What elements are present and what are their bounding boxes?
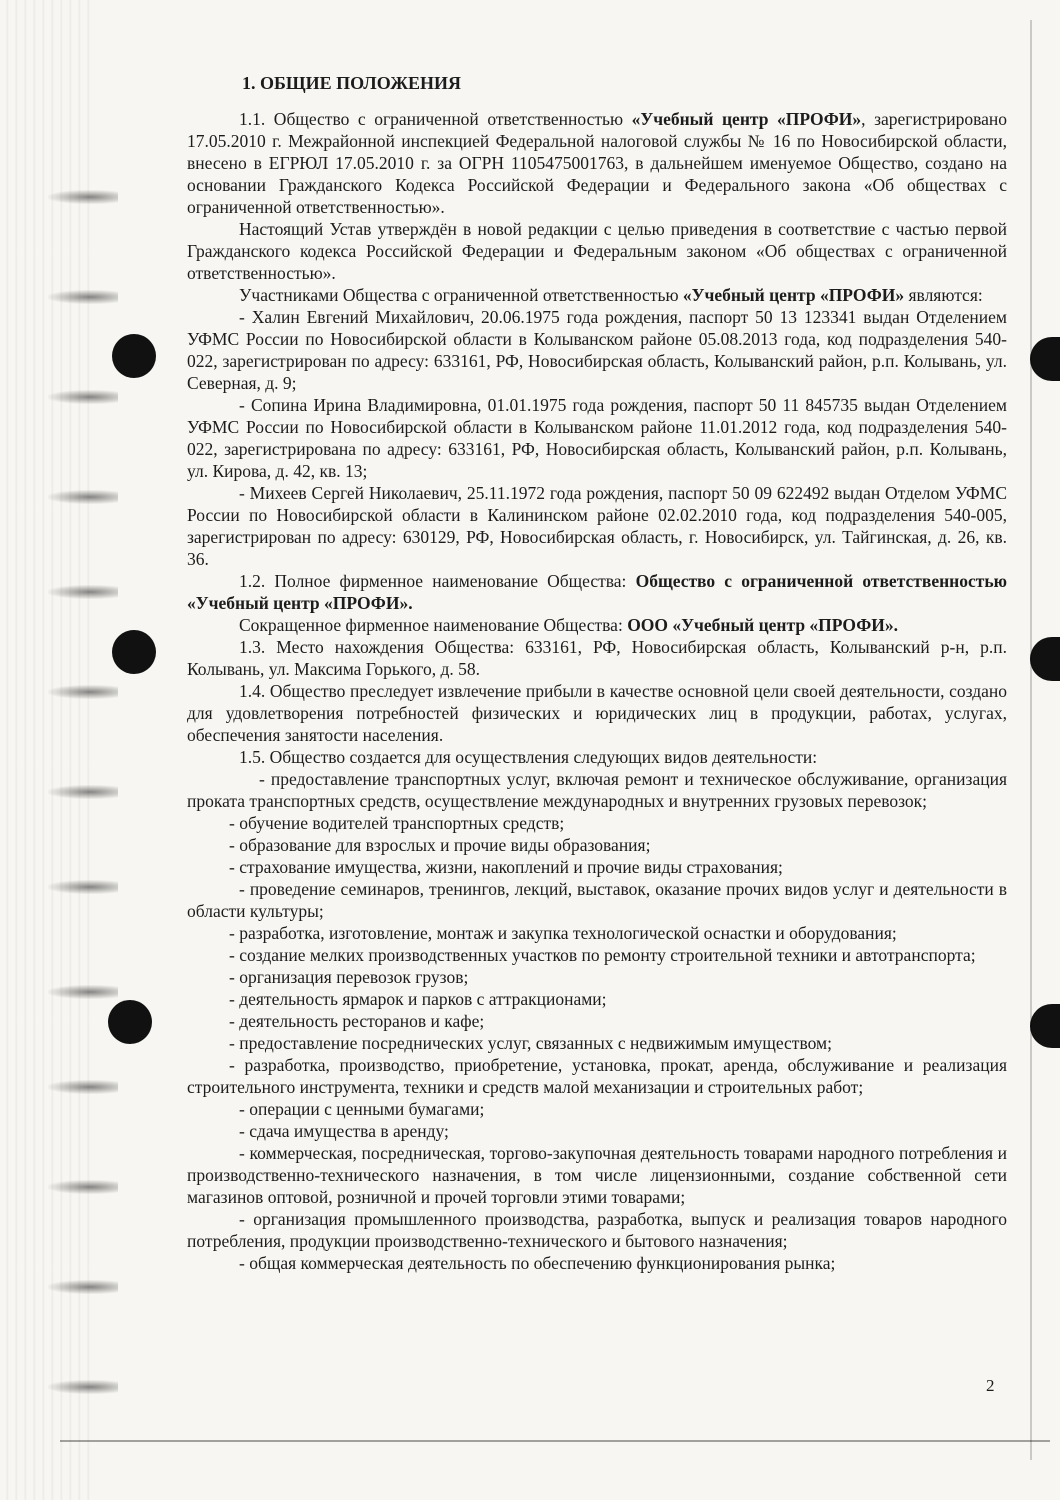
- paragraph-1-5: 1.5. Общество создается для осуществления следующих видов деятельности:: [239, 747, 818, 767]
- binding-mark: [48, 190, 118, 204]
- activity-item: - создание мелких производственных участков по ремонту строительной техники и автотранспорта;: [229, 945, 976, 965]
- activity-item: - разработка, производство, приобретение, установка, прокат, аренда, обслуживание и реализация строительного инструмента, техники и средств малой механизации и строительных работ;: [187, 1055, 1007, 1097]
- text: 1.1. Общество с ограниченной ответственностью: [239, 109, 632, 129]
- activity-item: - предоставление транспортных услуг, включая ремонт и техническое обслуживание, организация проката транспортных средств, осуществление международных и внутренних грузовых перевозок;: [187, 769, 1007, 811]
- activity-item: - предоставление посреднических услуг, связанных с недвижимым имуществом;: [229, 1033, 832, 1053]
- binding-mark: [48, 1080, 118, 1094]
- binding-mark: [48, 390, 118, 404]
- activity-item: - организация перевозок грузов;: [229, 967, 469, 987]
- activity-item: - операции с ценными бумагами;: [239, 1099, 485, 1119]
- binding-mark: [48, 1380, 118, 1394]
- paragraph-charter: Настоящий Устав утверждён в новой редакции с целью приведения в соответствие с частью первой Гражданского кодекса Российской Федерации и Федеральным законом «Об обществах с ограниченной ответственностью».: [187, 219, 1007, 283]
- paragraph-short-name: [187, 614, 1007, 636]
- short-company-name: ООО «Учебный центр «ПРОФИ».: [627, 615, 898, 635]
- company-name: «Учебный центр «ПРОФИ»: [631, 109, 862, 129]
- activity-item: - образование для взрослых и прочие виды образования;: [229, 835, 651, 855]
- paragraph-1-4: 1.4. Общество преследует извлечение прибыли в качестве основной цели своей деятельности, создано для удовлетворения потребностей физических и юридических лиц в продукции, работах, услугах, обеспечения занятости населения.: [187, 681, 1007, 745]
- activity-item: - общая коммерческая деятельность по обеспечению функционирования рынка;: [239, 1253, 836, 1273]
- binding-mark: [48, 1180, 118, 1194]
- activity-item: - коммерческая, посредническая, торгово-закупочная деятельность товарами народного потребления и производственно-технического назначения, в том числе лицензионными, создание собственной сети магазинов оптовой, розничной и прочей торговли этими товарами;: [187, 1143, 1007, 1207]
- activity-item: - деятельность ярмарок и парков с аттракционами;: [229, 989, 607, 1009]
- member-entry: - Михеев Сергей Николаевич, 25.11.1972 года рождения, паспорт 50 09 622492 выдан Отделом УФМС России по Новосибирской области в Калининском районе 02.02.2010 года, код подразделения 540-005, зарегистрирован по адресу: 630129, РФ, Новосибирская область, г. Новосибирск, ул. Тайгинская, д. 26, кв. 36.: [187, 483, 1007, 569]
- punch-hole: [112, 334, 156, 378]
- binding-mark: [48, 1280, 118, 1294]
- text: 1.2. Полное фирменное наименование Общества:: [239, 571, 636, 591]
- activity-item: - страхование имущества, жизни, накоплений и прочие виды страхования;: [229, 857, 783, 877]
- binding-mark: [48, 685, 118, 699]
- paragraph-members: [187, 284, 1007, 306]
- binding-mark: [48, 490, 118, 504]
- punch-hole: [108, 1000, 152, 1044]
- scan-edge-line: [60, 1440, 1050, 1442]
- activity-item: - деятельность ресторанов и кафе;: [229, 1011, 485, 1031]
- text: Сокращенное фирменное наименование Общества:: [239, 615, 628, 635]
- company-name: «Учебный центр «ПРОФИ»: [682, 285, 905, 305]
- scan-edge-line: [1030, 20, 1032, 1460]
- activity-item: - организация промышленного производства, разработка, выпуск и реализация товаров народного потребления, продукции производственно-технического и бытового назначения;: [187, 1209, 1007, 1251]
- activity-item: - проведение семинаров, тренингов, лекций, выставок, оказание прочих видов услуг и деятельности в области культуры;: [187, 879, 1007, 921]
- paragraph-1-3: 1.3. Место нахождения Общества: 633161, РФ, Новосибирская область, Колыванский р-н, р.п. Колывань, ул. Максима Горького, д. 58.: [187, 637, 1007, 679]
- document-body: [187, 72, 1007, 1274]
- activity-item: - разработка, изготовление, монтаж и закупка технологической оснастки и оборудования;: [229, 923, 897, 943]
- punch-hole: [112, 630, 156, 674]
- paragraph-1-1: [187, 108, 1007, 218]
- binding-edge: [0, 0, 92, 1500]
- binding-mark: [48, 585, 118, 599]
- binding-mark: [48, 880, 118, 894]
- punch-hole: [1030, 1004, 1060, 1048]
- text: являются:: [904, 285, 983, 305]
- section-heading: 1. ОБЩИЕ ПОЛОЖЕНИЯ: [242, 73, 462, 93]
- activity-item: - сдача имущества в аренду;: [239, 1121, 449, 1141]
- member-entry: - Сопина Ирина Владимировна, 01.01.1975 года рождения, паспорт 50 11 845735 выдан Отделением УФМС России по Новосибирской области в Колыванском районе 11.01.2012 года, код подразделения 540-022, зарегистрирована по адресу: 633161, РФ, Новосибирская область, Колыванский район, р.п. Колывань, ул. Кирова, д. 42, кв. 13;: [187, 395, 1007, 481]
- binding-mark: [48, 785, 118, 799]
- paragraph-1-2: [187, 570, 1007, 614]
- page-number: 2: [986, 1376, 995, 1395]
- text: Участниками Общества с ограниченной ответственностью: [239, 285, 683, 305]
- text: , зарегистрировано 17.05.2010 г. Межрайонной инспекцией Федеральной налоговой службы № 16 по Новосибирской области, внесено в ЕГРЮЛ 17.05.2010 г. за ОГРН 1105475001763, в дальнейшем именуемое Общество, создано на основании Гражданского Кодекса Российской Федерации и Федерального закона «Об обществах с ограниченной ответственностью».: [187, 109, 1008, 217]
- member-entry: - Халин Евгений Михайлович, 20.06.1975 года рождения, паспорт 50 13 123341 выдан Отделением УФМС России по Новосибирской области в Колыванском районе 05.08.2013 года, код подразделения 540-022, зарегистрирован по адресу: 633161, РФ, Новосибирская область, Колыванский район, р.п. Колывань, ул. Северная, д. 9;: [187, 307, 1007, 393]
- full-company-name: Общество с ограниченной ответственностью «Учебный центр «ПРОФИ».: [187, 571, 1007, 613]
- binding-mark: [48, 985, 118, 999]
- activity-item: - обучение водителей транспортных средств;: [229, 813, 565, 833]
- punch-hole: [1030, 337, 1060, 381]
- punch-hole: [1030, 637, 1060, 681]
- binding-mark: [48, 290, 118, 304]
